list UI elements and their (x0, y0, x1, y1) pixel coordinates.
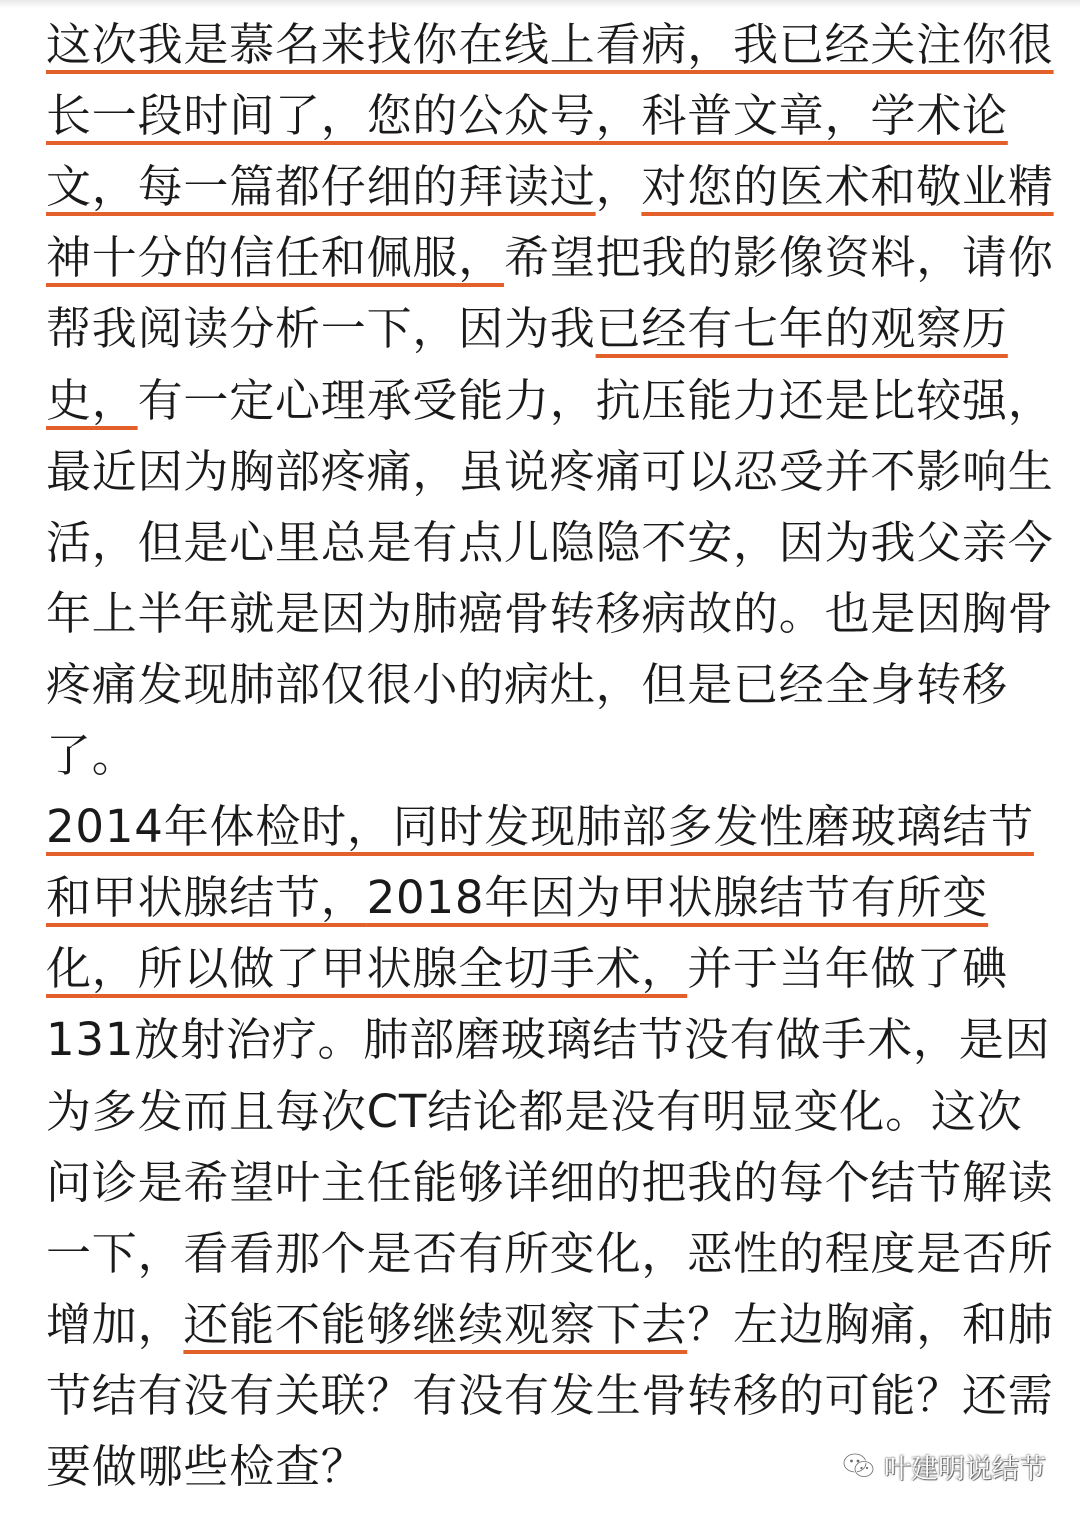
underlined-text: 文，每一篇都仔细的拜读过 (46, 160, 596, 214)
watermark (842, 1446, 1046, 1486)
text-segment: 一下，看看那个是否有所变化，恶性的程度是否所 (46, 1226, 1054, 1280)
text-line (46, 1082, 1023, 1142)
text-line (46, 371, 1054, 431)
underlined-text: 化，所以做了甲状腺全切手术， (46, 942, 688, 996)
text-line (46, 15, 1054, 75)
underlined-text: 长一段时间了，您的公众号，科普文章，学术论 (46, 89, 1008, 143)
text-line (46, 1010, 1050, 1070)
underlined-text: 这次我是慕名来找你在线上看病，我已经关注你很 (46, 18, 1054, 71)
text-segment: 问诊是希望叶主任能够详细的把我的每个结节解读 (46, 1155, 1054, 1209)
text-segment: ？左边胸痛，和肺 (687, 1297, 1054, 1351)
underlined-text: 2018年因为甲状腺结节有所变 (366, 871, 989, 925)
text-line (46, 1437, 367, 1497)
text-segment: 为多发而且每次CT结论都是没有明显变化。这次 (46, 1084, 1023, 1138)
text-line (46, 1366, 1054, 1426)
text-line (46, 513, 1054, 573)
text-line (46, 228, 1054, 288)
text-line (46, 584, 1054, 644)
underlined-text: 还能不能够继续观察下去 (183, 1297, 688, 1351)
text-line (46, 655, 1008, 715)
text-segment: 有一定心理承受能力，抗压能力还是比较强， (137, 373, 1054, 427)
previous-line-sliver (0, 0, 1080, 8)
text-segment: 活，但是心里总是有点儿隐隐不安，因为我父亲今 (46, 515, 1054, 569)
text-segment: 了。 (46, 729, 138, 782)
underlined-text: 已经有七年的观察历 (595, 302, 1008, 356)
text-segment: 希望把我的影像资料，请你 (504, 231, 1054, 285)
underlined-text: 2014年体检时，同时发现肺部多发性磨玻璃结节 (46, 800, 1034, 854)
text-segment: 疼痛发现肺部仅很小的病灶，但是已经全身转移 (46, 657, 1008, 711)
text-line (46, 442, 1054, 502)
underlined-text: 神十分的信任和佩服， (46, 231, 505, 285)
text-line (46, 868, 988, 928)
text-segment: 帮我阅读分析一下，因为我 (46, 302, 596, 356)
text-segment: ， (595, 160, 642, 214)
text-line (46, 1295, 1054, 1355)
text-line (46, 1224, 1054, 1284)
text-line (46, 299, 1008, 359)
underlined-text: 和甲状腺结节， (46, 871, 367, 925)
text-line (46, 726, 138, 786)
text-segment: 131放射治疗。肺部磨玻璃结节没有做手术，是因 (46, 1013, 1051, 1067)
text-segment: 年上半年就是因为肺癌骨转移病故的。也是因胸骨 (46, 586, 1054, 640)
underlined-text: 史， (46, 373, 138, 427)
text-segment: 要做哪些检查？ (46, 1440, 367, 1493)
text-line (46, 157, 1054, 217)
watermark-text: 叶建明说结节 (884, 1453, 1046, 1485)
text-line (46, 939, 1008, 999)
text-segment: 并于当年做了碘 (687, 942, 1008, 996)
text-segment: 节结有没有关联？有没有发生骨转移的可能？还需 (46, 1368, 1054, 1422)
text-line (46, 1153, 1054, 1213)
text-line (46, 797, 1034, 857)
text-segment: 最近因为胸部疼痛，虽说疼痛可以忍受并不影响生 (46, 444, 1054, 498)
underlined-text: 对您的医术和敬业精 (641, 160, 1054, 214)
text-segment: 增加， (46, 1297, 184, 1351)
text-line (46, 86, 1008, 146)
wechat-icon (842, 1451, 876, 1481)
